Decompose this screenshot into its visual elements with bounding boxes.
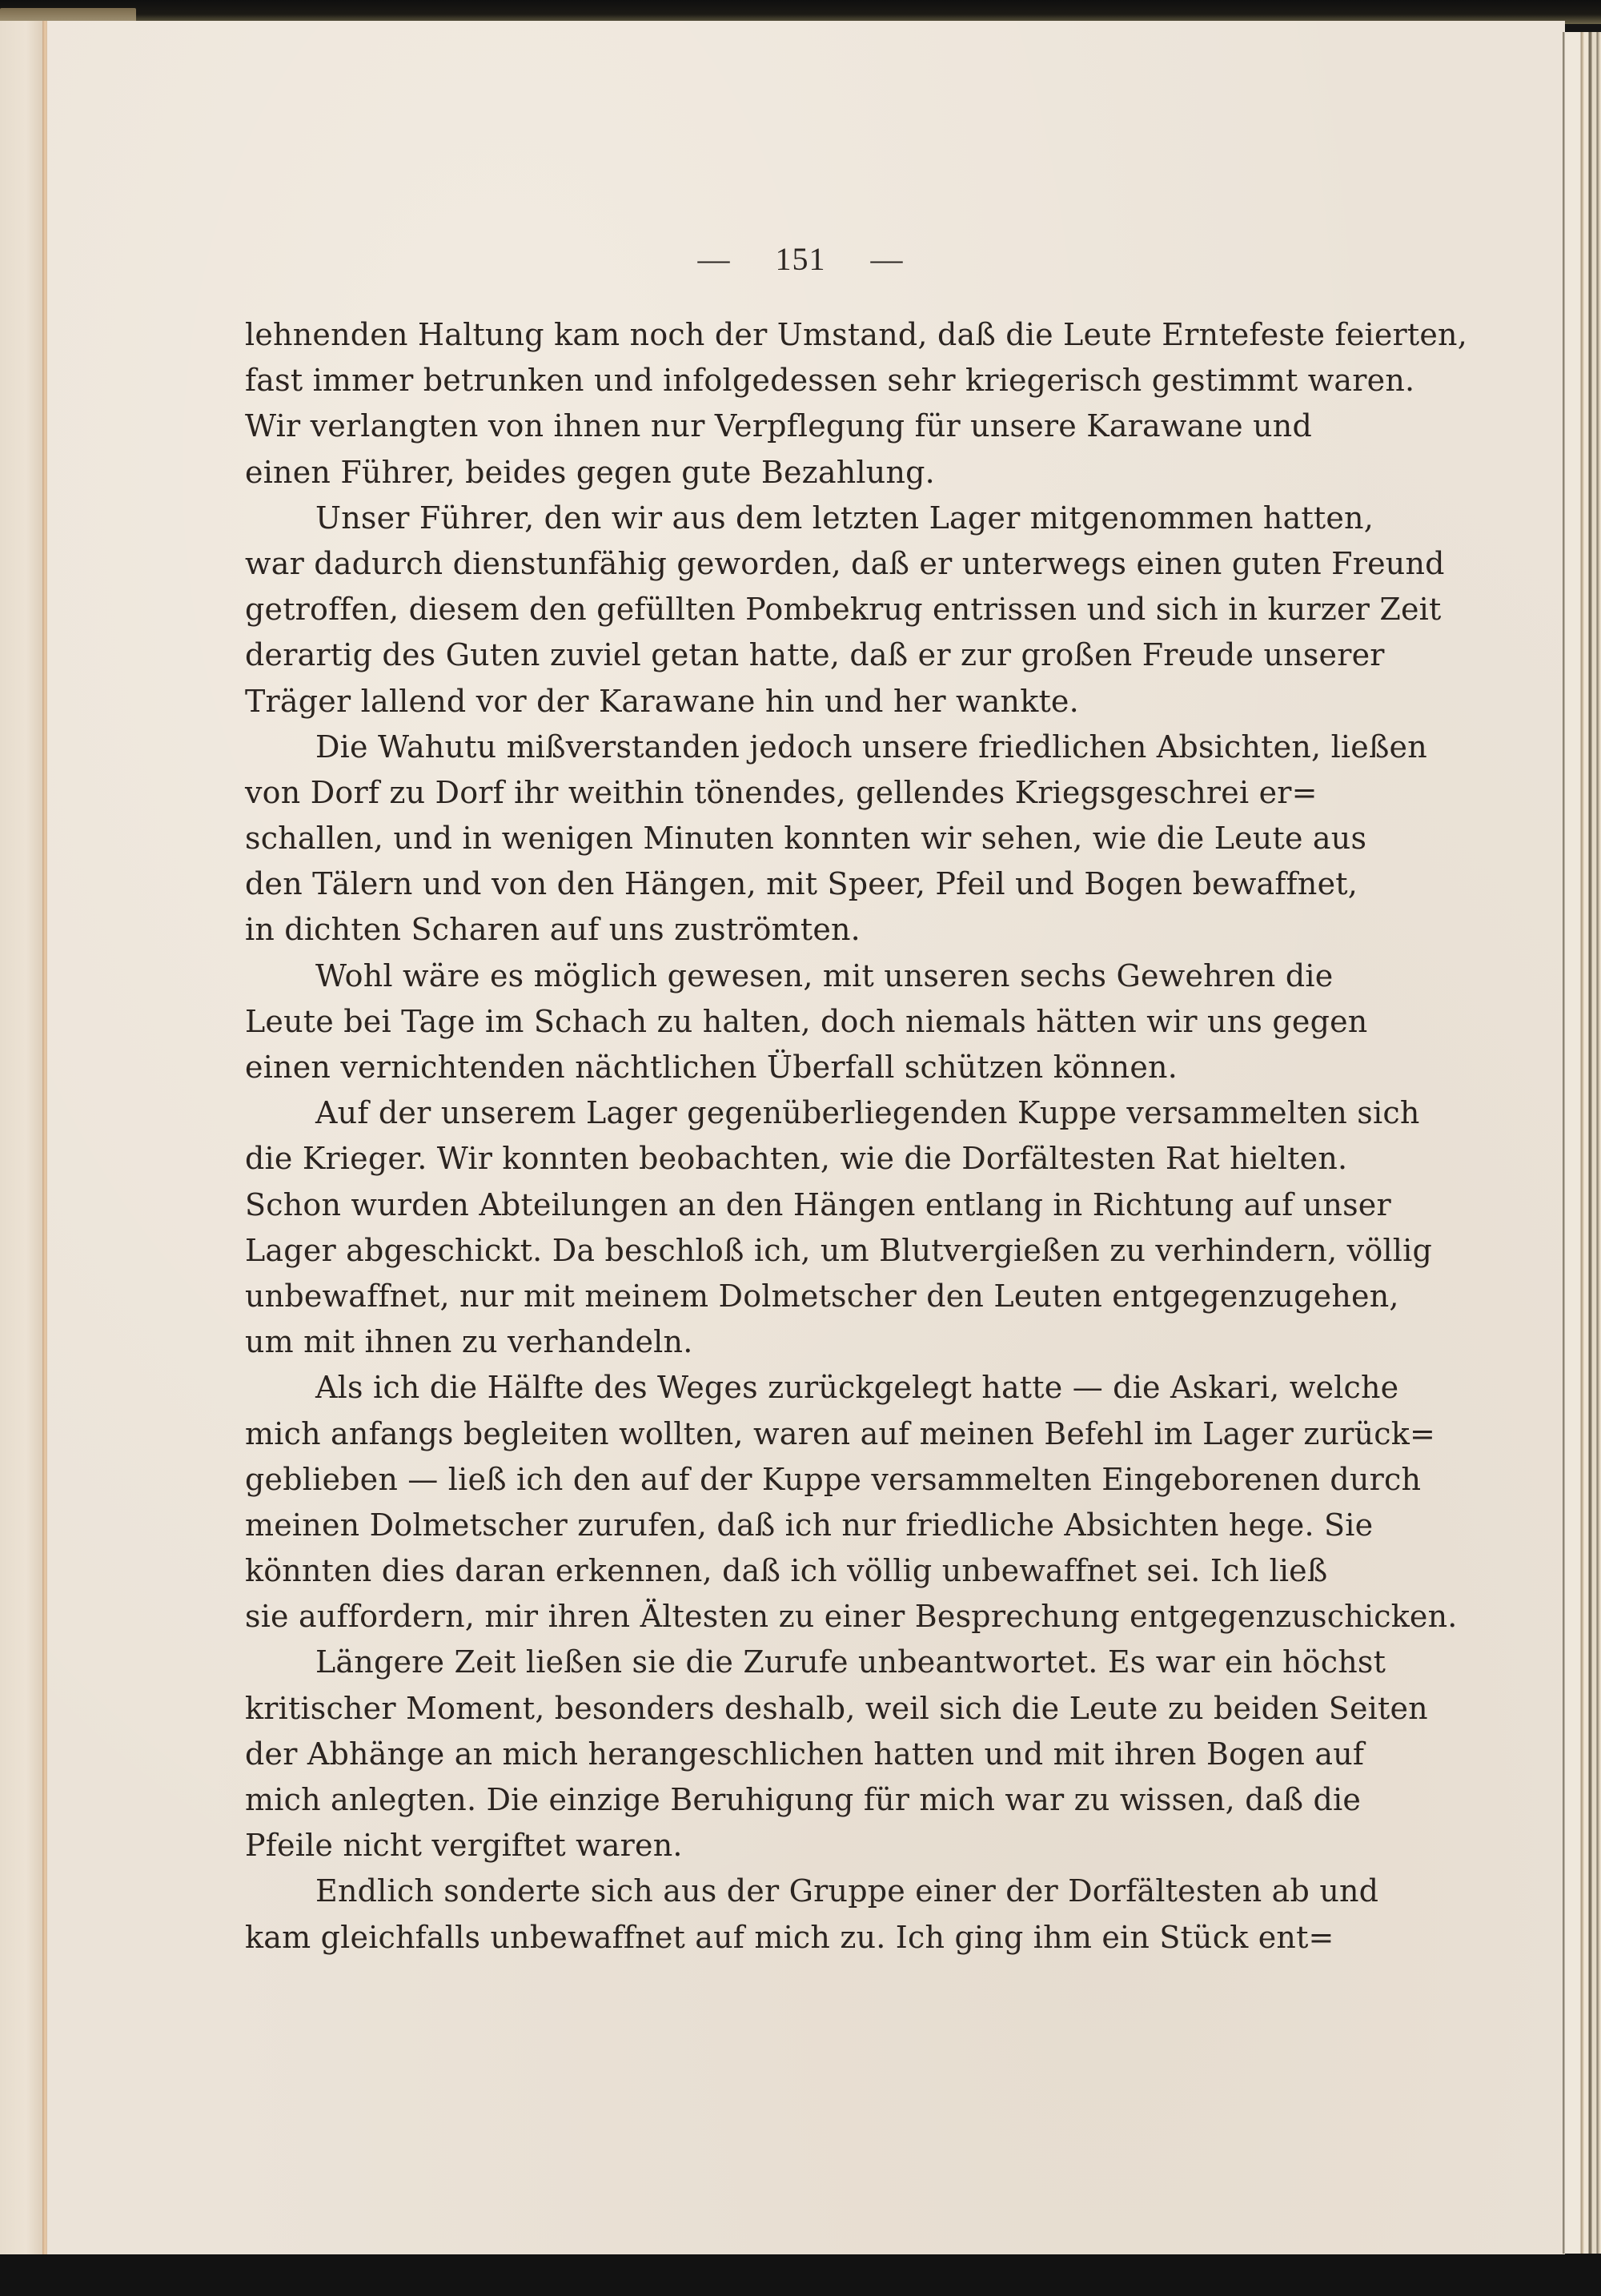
text-line: von Dorf zu Dorf ihr weithin tönendes, gellendes Kriegsgeschrei er=	[245, 774, 1318, 810]
text-line: mich anfangs begleiten wollten, waren auf meinen Befehl im Lager zurück=	[245, 1415, 1436, 1451]
text-line: geblieben — ließ ich den auf der Kuppe versammelten Eingeborenen durch	[245, 1461, 1422, 1497]
text-line: einen Führer, beides gegen gute Bezahlung.	[245, 454, 935, 490]
paragraph	[245, 1869, 1379, 1960]
text-line: getroffen, diesem den gefüllten Pombekrug entrissen und sich in kurzer Zeit	[245, 592, 1442, 628]
body-text	[245, 312, 1467, 1961]
paragraph	[245, 1640, 1428, 1869]
text-line: kritischer Moment, besonders deshalb, weil sich die Leute zu beiden Seiten	[245, 1690, 1428, 1726]
text-line: Wir verlangten von ihnen nur Verpflegung für unsere Karawane und	[245, 408, 1312, 444]
text-line: Als ich die Hälfte des Weges zurückgelegt hatte — die Askari, welche	[315, 1370, 1399, 1406]
paragraph	[245, 725, 1427, 953]
text-line: unbewaffnet, nur mit meinem Dolmetscher den Leuten entgegenzugehen,	[245, 1278, 1399, 1314]
page-stack-edges	[1563, 32, 1601, 2254]
text-line: der Abhänge an mich herangeschlichen hatten und mit ihren Bogen auf	[245, 1736, 1365, 1772]
page-number-value: 151	[775, 241, 826, 277]
paragraph	[245, 953, 1368, 1091]
text-line: sie auffordern, mir ihren Ältesten zu einer Besprechung entgegenzuschicken.	[245, 1599, 1458, 1635]
page-number-dash-left: —	[697, 241, 731, 277]
text-line: Längere Zeit ließen sie die Zurufe unbeantwortet. Es war ein höchst	[315, 1644, 1386, 1680]
paragraph	[245, 496, 1445, 725]
text-line: den Tälern und von den Hängen, mit Speer, Pfeil und Bogen bewaffnet,	[245, 866, 1358, 902]
text-line: kam gleichfalls unbewaffnet auf mich zu. Ich ging ihm ein Stück ent=	[245, 1919, 1334, 1955]
text-line: derartig des Guten zuviel getan hatte, daß er zur großen Freude unserer	[245, 637, 1385, 673]
text-line: Pfeile nicht vergiftet waren.	[245, 1828, 683, 1864]
text-line: Endlich sonderte sich aus der Gruppe einer der Dorfältesten ab und	[315, 1873, 1379, 1909]
text-line: Leute bei Tage im Schach zu halten, doch niemals hätten wir uns gegen	[245, 1003, 1368, 1039]
page-number	[0, 240, 1601, 278]
paragraph	[245, 1090, 1432, 1365]
text-line: war dadurch dienstunfähig geworden, daß er unterwegs einen guten Freund	[245, 545, 1445, 581]
text-line: lehnenden Haltung kam noch der Umstand, daß die Leute Erntefeste feierten,	[245, 317, 1467, 352]
left-page-edge	[0, 21, 44, 2254]
text-line: Träger lallend vor der Karawane hin und her wankte.	[245, 683, 1079, 719]
text-line: meinen Dolmetscher zurufen, daß ich nur friedliche Absichten hege. Sie	[245, 1507, 1374, 1543]
text-line: Wohl wäre es möglich gewesen, mit unseren sechs Gewehren die	[315, 957, 1334, 993]
text-line: Die Wahutu mißverstanden jedoch unsere friedlichen Absichten, ließen	[315, 729, 1427, 765]
text-line: Unser Führer, den wir aus dem letzten Lager mitgenommen hatten,	[315, 500, 1374, 536]
page-number-dash-right: —	[870, 241, 904, 277]
text-line: einen vernichtenden nächtlichen Überfall schützen können.	[245, 1050, 1178, 1085]
text-line: Schon wurden Abteilungen an den Hängen entlang in Richtung auf unser	[245, 1186, 1391, 1222]
scan-background-bottom	[0, 2254, 1601, 2296]
text-line: schallen, und in wenigen Minuten konnten wir sehen, wie die Leute aus	[245, 821, 1367, 857]
paragraph	[245, 312, 1467, 496]
text-line: könnten dies daran erkennen, daß ich völlig unbewaffnet sei. Ich ließ	[245, 1553, 1328, 1589]
text-line: in dichten Scharen auf uns zuströmten.	[245, 912, 861, 948]
text-line: Lager abgeschickt. Da beschloß ich, um Blutvergießen zu verhindern, völlig	[245, 1232, 1432, 1268]
text-line: Auf der unserem Lager gegenüberliegenden Kuppe versammelten sich	[315, 1095, 1420, 1131]
paragraph	[245, 1365, 1458, 1640]
text-line: fast immer betrunken und infolgedessen sehr kriegerisch gestimmt waren.	[245, 363, 1415, 399]
text-line: mich anlegten. Die einzige Beruhigung für mich war zu wissen, daß die	[245, 1782, 1362, 1817]
text-line: um mit ihnen zu verhandeln.	[245, 1324, 693, 1360]
text-line: die Krieger. Wir konnten beobachten, wie die Dorfältesten Rat hielten.	[245, 1141, 1348, 1177]
